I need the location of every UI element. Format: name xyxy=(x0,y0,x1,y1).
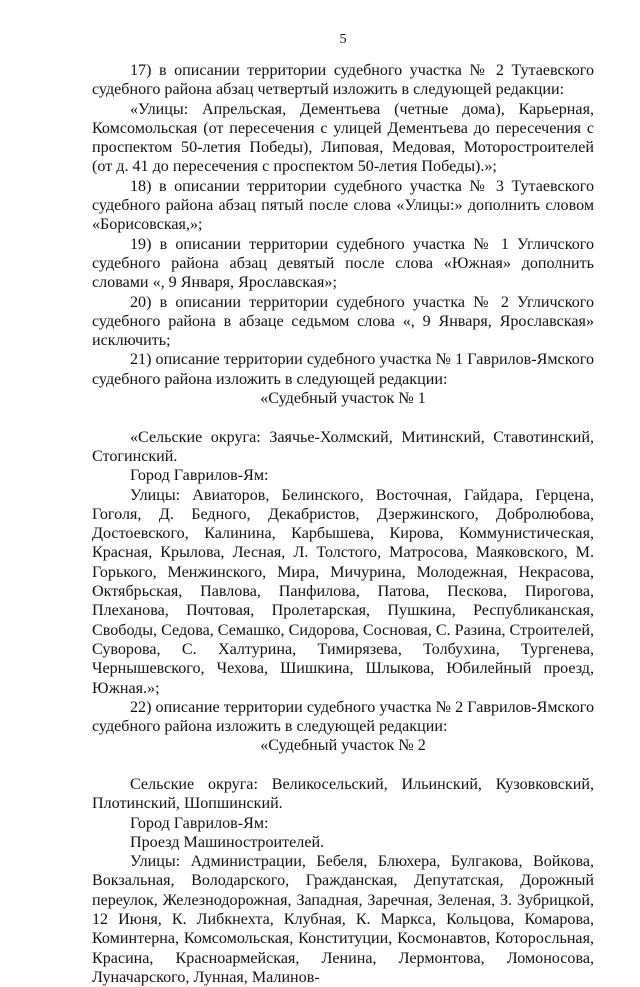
paragraph: 17) в описании территории судебного участка № 2 Тутаевского судебного района абзац четвертый изложить в следующей редакции: xyxy=(92,62,594,99)
paragraph: Город Гаврилов-Ям: xyxy=(130,467,269,485)
paragraph: Проезд Машиностроителей. xyxy=(130,833,325,851)
paragraph: 20) в описании территории судебного участка № 2 Угличского судебного района в абзаце седьмом слова «, 9 Января, Ярославская» исключить; xyxy=(92,293,594,350)
paragraph: 22) описание территории судебного участка № 2 Гаврилов-Ямского судебного района изложить в следующей редакции: xyxy=(92,698,594,736)
section-heading: «Судебный участок № 1 xyxy=(260,390,426,408)
paragraph: 18) в описании территории судебного участка № 3 Тутаевского судебного района абзац пятый после слова «Улицы:» дополнить словом «Борисовская,»; xyxy=(92,177,594,234)
section-heading: «Судебный участок № 2 xyxy=(260,737,426,755)
paragraph: Сельские округа: Великосельский, Ильинский, Кузовковский, Плотинский, Шопшинский. xyxy=(92,775,594,813)
document-body xyxy=(92,61,594,987)
blank-line xyxy=(92,408,594,427)
paragraph: 21) описание территории судебного участка № 1 Гаврилов-Ямского судебного района изложить в следующей редакции: xyxy=(92,351,594,388)
blank-line xyxy=(92,756,594,775)
paragraph: «Сельские округа: Заячье-Холмский, Митинский, Ставотинский, Стогинский. xyxy=(92,428,594,465)
page-number: 5 xyxy=(339,32,347,47)
paragraph: Улицы: Администрации, Бебеля, Блюхера, Булгакова, Войкова, Вокзальная, Володарского, Гражданская, Депутатская, Дорожный переулок, Железнодорожная, Западная, Заречная, Зеленая, З. Зубрицкой, 12 Июня, К. Либкнехта, Клубная, К. Маркса, Кольцова, Комарова, Коминтерна, Комсомольская, Конституции, Космонавтов, Которосльная, Красина, Красноармейская, Ленина, Лермонтова, Ломоносова, Луначарского, Лунная, Малинов- xyxy=(92,853,594,986)
paragraph: Город Гаврилов-Ям: xyxy=(130,814,269,832)
paragraph: 19) в описании территории судебного участка № 1 Угличского судебного района абзац девятый после слова «Южная» дополнить словами «, 9 Января, Ярославская»; xyxy=(92,235,594,292)
paragraph: «Улицы: Апрельская, Дементьева (четные дома), Карьерная, Комсомольская (от пересечения с улицей Дементьева до пересечения с проспектом 50-летия Победы), Липовая, Медовая, Моторостроителей (от д. 41 до пересечения с проспектом 50-летия Победы).»; xyxy=(92,100,594,176)
paragraph: Улицы: Авиаторов, Белинского, Восточная, Гайдара, Герцена, Гоголя, Д. Бедного, Декабристов, Дзержинского, Добролюбова, Достоевского, Калинина, Карбышева, Кирова, Коммунистическая, Красная, Крылова, Лесная, Л. Толстого, Матросова, Маяковского, М. Горького, Менжинского, Мира, Мичурина, Молодежная, Некрасова, Октябрьская, Павлова, Панфилова, Патова, Пескова, Пирогова, Плеханова, Почтовая, Пролетарская, Пушкина, Республиканская, Свободы, Седова, Семашко, Сидорова, Сосновая, С. Разина, Строителей, Суворова, С. Халтурина, Тимирязева, Толбухина, Тургенева, Чернышевского, Чехова, Шишкина, Шлыкова, Юбилейный проезд, Южная.»; xyxy=(92,486,594,697)
